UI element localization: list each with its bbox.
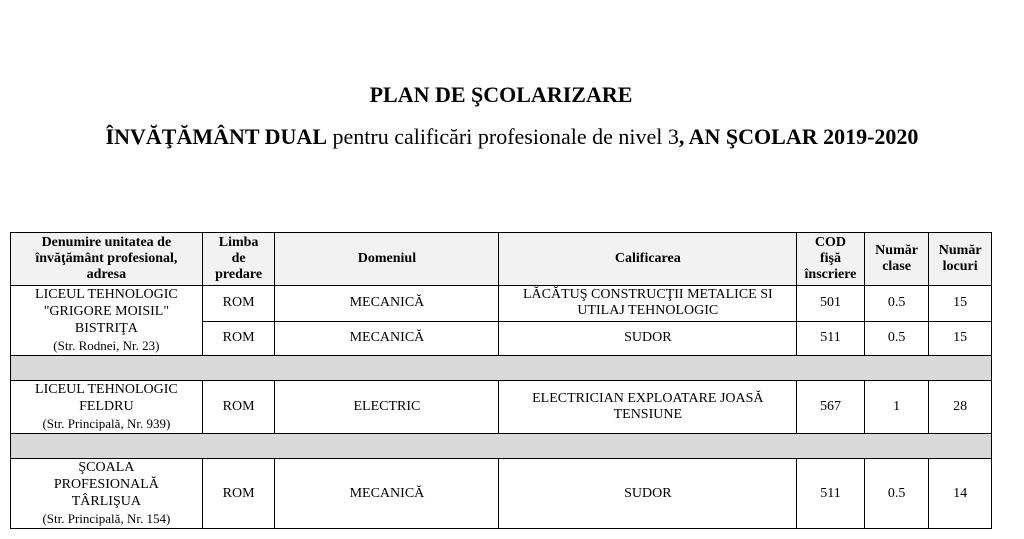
subtitle-dual: ÎNVĂŢĂMÂNT DUAL bbox=[105, 124, 327, 149]
places-cell: 28 bbox=[929, 381, 992, 434]
schooling-plan-table bbox=[10, 232, 992, 529]
qualification-cell: ELECTRICIAN EXPLOATARE JOASĂ TENSIUNE bbox=[499, 381, 797, 434]
page-subtitle bbox=[0, 124, 1024, 150]
subtitle-year: , AN ŞCOLAR 2019-2020 bbox=[678, 124, 919, 149]
classes-cell: 1 bbox=[864, 381, 929, 434]
language-cell: ROM bbox=[202, 286, 275, 322]
header-classes: Număr clase bbox=[864, 233, 929, 286]
qualification-cell: SUDOR bbox=[499, 321, 797, 355]
language-cell: ROM bbox=[202, 381, 275, 434]
cod-cell: 567 bbox=[797, 381, 865, 434]
classes-cell: 0.5 bbox=[864, 459, 929, 529]
separator-row bbox=[11, 434, 992, 459]
table-header-row bbox=[11, 233, 992, 286]
places-cell: 15 bbox=[929, 286, 992, 322]
header-unit: Denumire unitatea de învăţământ profesional, adresa bbox=[11, 233, 203, 286]
places-cell: 15 bbox=[929, 321, 992, 355]
page-title: PLAN DE ŞCOLARIZARE bbox=[369, 82, 633, 107]
classes-cell: 0.5 bbox=[864, 321, 929, 355]
cod-cell: 511 bbox=[797, 459, 865, 529]
header-cod: COD fişă înscriere bbox=[797, 233, 865, 286]
qualification-cell: LĂCĂTUŞ CONSTRUCŢII METALICE SI UTILAJ TEHNOLOGIC bbox=[499, 286, 797, 322]
domain-cell: MECANICĂ bbox=[275, 321, 499, 355]
header-language: Limba de predare bbox=[202, 233, 275, 286]
table-row bbox=[11, 381, 992, 434]
unit-cell: LICEUL TEHNOLOGIC FELDRU (Str. Principală, Nr. 939) bbox=[11, 381, 203, 434]
domain-cell: MECANICĂ bbox=[275, 286, 499, 322]
header-places: Număr locuri bbox=[929, 233, 992, 286]
cod-cell: 501 bbox=[797, 286, 865, 322]
domain-cell: ELECTRIC bbox=[275, 381, 499, 434]
header-domain: Domeniul bbox=[275, 233, 499, 286]
classes-cell: 0.5 bbox=[864, 286, 929, 322]
header-qualification: Calificarea bbox=[499, 233, 797, 286]
separator-row bbox=[11, 356, 992, 381]
places-cell: 14 bbox=[929, 459, 992, 529]
cod-cell: 511 bbox=[797, 321, 865, 355]
table-row bbox=[11, 286, 992, 322]
language-cell: ROM bbox=[202, 459, 275, 529]
qualification-cell: SUDOR bbox=[499, 459, 797, 529]
domain-cell: MECANICĂ bbox=[275, 459, 499, 529]
table-row bbox=[11, 459, 992, 529]
unit-cell: LICEUL TEHNOLOGIC "GRIGORE MOISIL" BISTRIŢA (Str. Rodnei, Nr. 23) bbox=[11, 286, 203, 356]
subtitle-level: pentru calificări profesionale de nivel 3 bbox=[327, 124, 679, 149]
language-cell: ROM bbox=[202, 321, 275, 355]
unit-cell: ŞCOALA PROFESIONALĂ TÂRLIŞUA (Str. Principală, Nr. 154) bbox=[11, 459, 203, 529]
